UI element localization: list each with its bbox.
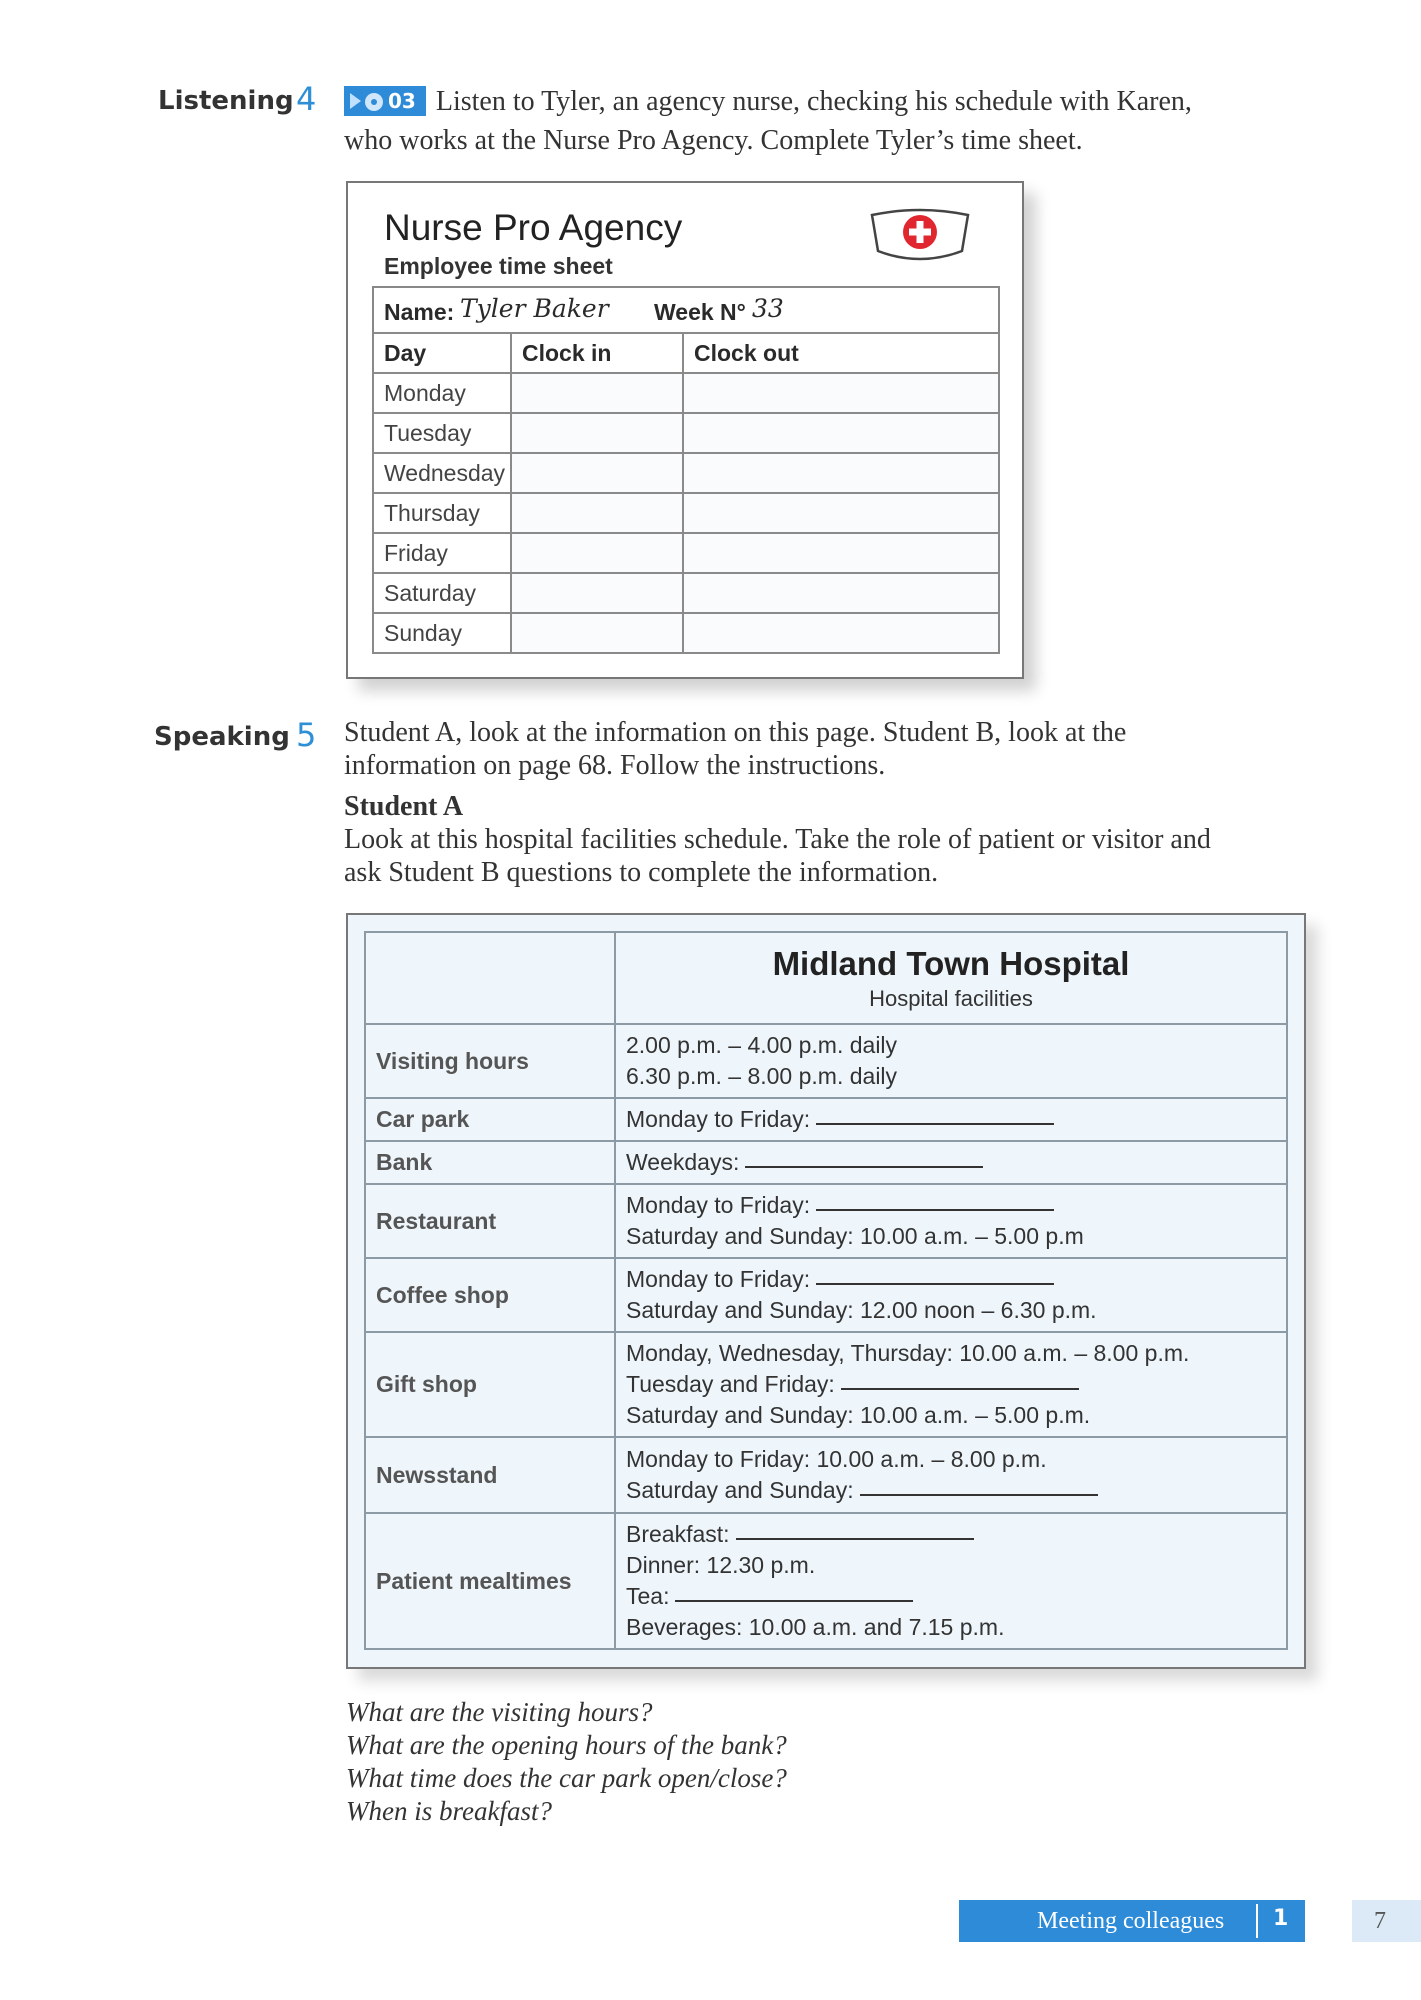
facility-hours bbox=[615, 1332, 1287, 1437]
question-item: What are the opening hours of the bank? bbox=[346, 1730, 787, 1760]
clock-in-field[interactable] bbox=[511, 373, 683, 413]
facility-hours bbox=[615, 1141, 1287, 1184]
table-row bbox=[365, 1184, 1287, 1258]
hours-line: Saturday and Sunday: 10.00 a.m. – 5.00 p.m bbox=[626, 1223, 1084, 1249]
page-number-box bbox=[1352, 1900, 1421, 1942]
question-item: What are the visiting hours? bbox=[346, 1697, 653, 1727]
day-cell: Sunday bbox=[373, 613, 511, 653]
clock-out-field[interactable] bbox=[683, 413, 999, 453]
exercise-number-4: 4 bbox=[296, 80, 317, 118]
name-value[interactable]: Tyler Baker bbox=[460, 294, 609, 323]
table-row bbox=[365, 1098, 1287, 1141]
week-label: Week N° bbox=[654, 299, 746, 325]
exercise-5-instructions bbox=[344, 716, 1344, 889]
facility-hours bbox=[615, 1024, 1287, 1098]
clock-out-field[interactable] bbox=[683, 613, 999, 653]
hours-line: Beverages: 10.00 a.m. and 7.15 p.m. bbox=[626, 1614, 1005, 1640]
column-header-clock-in: Clock in bbox=[511, 333, 683, 373]
hours-line: Saturday and Sunday: bbox=[626, 1475, 1276, 1506]
facility-restaurant: Restaurant bbox=[365, 1184, 615, 1258]
facility-bank: Bank bbox=[365, 1141, 615, 1184]
question-item: What time does the car park open/close? bbox=[346, 1763, 787, 1793]
answer-blank[interactable] bbox=[736, 1538, 974, 1540]
section-label-listening: Listening bbox=[158, 86, 294, 116]
answer-blank[interactable] bbox=[745, 1166, 983, 1168]
facility-patient-mealtimes: Patient mealtimes bbox=[365, 1513, 615, 1649]
hospital-facilities-card bbox=[346, 913, 1306, 1669]
agency-title: Nurse Pro Agency bbox=[384, 207, 683, 248]
clock-in-field[interactable] bbox=[511, 413, 683, 453]
day-cell: Wednesday bbox=[373, 453, 511, 493]
table-row bbox=[373, 533, 999, 573]
table-row bbox=[365, 1332, 1287, 1437]
footer-divider bbox=[1256, 1904, 1258, 1938]
day-cell: Tuesday bbox=[373, 413, 511, 453]
table-row bbox=[373, 493, 999, 533]
hours-line: Saturday and Sunday: 10.00 a.m. – 5.00 p.m. bbox=[626, 1402, 1091, 1428]
play-icon bbox=[350, 93, 361, 109]
hours-line: Tuesday and Friday: bbox=[626, 1369, 1276, 1400]
hours-line: Tea: bbox=[626, 1581, 1276, 1612]
instruction-line-1 bbox=[344, 82, 1344, 121]
hospital-title: Midland Town Hospital bbox=[772, 945, 1130, 982]
table-row bbox=[365, 1258, 1287, 1332]
time-sheet-subtitle: Employee time sheet bbox=[384, 253, 613, 279]
name-label: Name: bbox=[384, 299, 455, 325]
unit-number: 1 bbox=[1273, 1906, 1289, 1931]
hours-line: Breakfast: bbox=[626, 1519, 1276, 1550]
facility-newsstand: Newsstand bbox=[365, 1437, 615, 1513]
day-cell: Saturday bbox=[373, 573, 511, 613]
hospital-facilities-table bbox=[364, 931, 1288, 1650]
hours-line: Monday to Friday: bbox=[626, 1190, 1276, 1221]
answer-blank[interactable] bbox=[816, 1283, 1054, 1285]
time-sheet-table bbox=[372, 332, 1000, 654]
track-number: 03 bbox=[388, 89, 416, 113]
facility-hours bbox=[615, 1258, 1287, 1332]
table-row bbox=[373, 573, 999, 613]
facility-visiting-hours: Visiting hours bbox=[365, 1024, 615, 1098]
day-cell: Friday bbox=[373, 533, 511, 573]
hours-line: Monday to Friday: bbox=[626, 1264, 1276, 1295]
facility-hours bbox=[615, 1184, 1287, 1258]
clock-out-field[interactable] bbox=[683, 453, 999, 493]
facility-car-park: Car park bbox=[365, 1098, 615, 1141]
exercise-5-line-2: information on page 68. Follow the instructions. bbox=[344, 750, 886, 781]
facility-hours bbox=[615, 1098, 1287, 1141]
student-heading: Student A bbox=[344, 791, 464, 822]
table-row bbox=[373, 373, 999, 413]
audio-track-button[interactable] bbox=[344, 86, 426, 116]
question-item: When is breakfast? bbox=[346, 1796, 552, 1826]
answer-blank[interactable] bbox=[816, 1209, 1054, 1211]
name-week-row bbox=[372, 286, 1000, 332]
section-label-speaking: Speaking bbox=[154, 722, 290, 752]
table-row bbox=[373, 613, 999, 653]
clock-in-field[interactable] bbox=[511, 613, 683, 653]
hours-line: Dinner: 12.30 p.m. bbox=[626, 1552, 816, 1578]
unit-title: Meeting colleagues bbox=[1037, 1908, 1225, 1934]
facility-hours bbox=[615, 1437, 1287, 1513]
task-line-1: Look at this hospital facilities schedule. Take the role of patient or visitor and bbox=[344, 824, 1211, 855]
instruction-text-1: Listen to Tyler, an agency nurse, checking his schedule with Karen, bbox=[435, 86, 1192, 117]
facility-hours bbox=[615, 1513, 1287, 1649]
page-number: 7 bbox=[1374, 1908, 1386, 1934]
answer-blank[interactable] bbox=[675, 1600, 913, 1602]
task-line-2: ask Student B questions to complete the information. bbox=[344, 857, 939, 888]
hospital-subtitle: Hospital facilities bbox=[869, 986, 1033, 1011]
hours-line: Weekdays: bbox=[626, 1147, 1276, 1178]
exercise-number-5: 5 bbox=[296, 716, 317, 754]
clock-in-field[interactable] bbox=[511, 533, 683, 573]
table-header-row bbox=[373, 333, 999, 373]
hours-line: Saturday and Sunday: 12.00 noon – 6.30 p.m. bbox=[626, 1297, 1097, 1323]
table-row bbox=[365, 1141, 1287, 1184]
table-row bbox=[365, 1513, 1287, 1649]
answer-blank[interactable] bbox=[860, 1494, 1098, 1496]
cd-icon bbox=[365, 93, 383, 111]
clock-in-field[interactable] bbox=[511, 573, 683, 613]
clock-out-field[interactable] bbox=[683, 573, 999, 613]
clock-out-field[interactable] bbox=[683, 493, 999, 533]
hours-line: 6.30 p.m. – 8.00 p.m. daily bbox=[626, 1063, 898, 1089]
table-row bbox=[373, 453, 999, 493]
facility-coffee-shop: Coffee shop bbox=[365, 1258, 615, 1332]
clock-out-field[interactable] bbox=[683, 533, 999, 573]
hours-line: Monday to Friday: bbox=[626, 1104, 1276, 1135]
hours-line: Monday, Wednesday, Thursday: 10.00 a.m. – 8.00 p.m. bbox=[626, 1340, 1190, 1366]
clock-in-field[interactable] bbox=[511, 453, 683, 493]
nurse-cap-icon bbox=[868, 207, 972, 263]
instruction-text-2: who works at the Nurse Pro Agency. Complete Tyler’s time sheet. bbox=[344, 125, 1083, 156]
day-cell: Thursday bbox=[373, 493, 511, 533]
table-row bbox=[365, 1024, 1287, 1098]
empty-header-cell bbox=[365, 932, 615, 1024]
table-row bbox=[373, 413, 999, 453]
example-questions bbox=[346, 1696, 787, 1828]
day-cell: Monday bbox=[373, 373, 511, 413]
table-row bbox=[365, 1437, 1287, 1513]
exercise-4-instructions bbox=[344, 82, 1344, 160]
clock-in-field[interactable] bbox=[511, 493, 683, 533]
hospital-header-cell bbox=[615, 932, 1287, 1024]
column-header-clock-out: Clock out bbox=[683, 333, 999, 373]
facility-gift-shop: Gift shop bbox=[365, 1332, 615, 1437]
clock-out-field[interactable] bbox=[683, 373, 999, 413]
answer-blank[interactable] bbox=[841, 1388, 1079, 1390]
time-sheet-card bbox=[346, 181, 1024, 679]
column-header-day: Day bbox=[373, 333, 511, 373]
hours-line: Monday to Friday: 10.00 a.m. – 8.00 p.m. bbox=[626, 1446, 1047, 1472]
hours-line: 2.00 p.m. – 4.00 p.m. daily bbox=[626, 1032, 898, 1058]
exercise-5-line-1: Student A, look at the information on this page. Student B, look at the bbox=[344, 717, 1127, 748]
hospital-header-row bbox=[365, 932, 1287, 1024]
answer-blank[interactable] bbox=[816, 1123, 1054, 1125]
unit-footer bbox=[959, 1900, 1305, 1942]
week-value[interactable]: 33 bbox=[752, 294, 784, 323]
